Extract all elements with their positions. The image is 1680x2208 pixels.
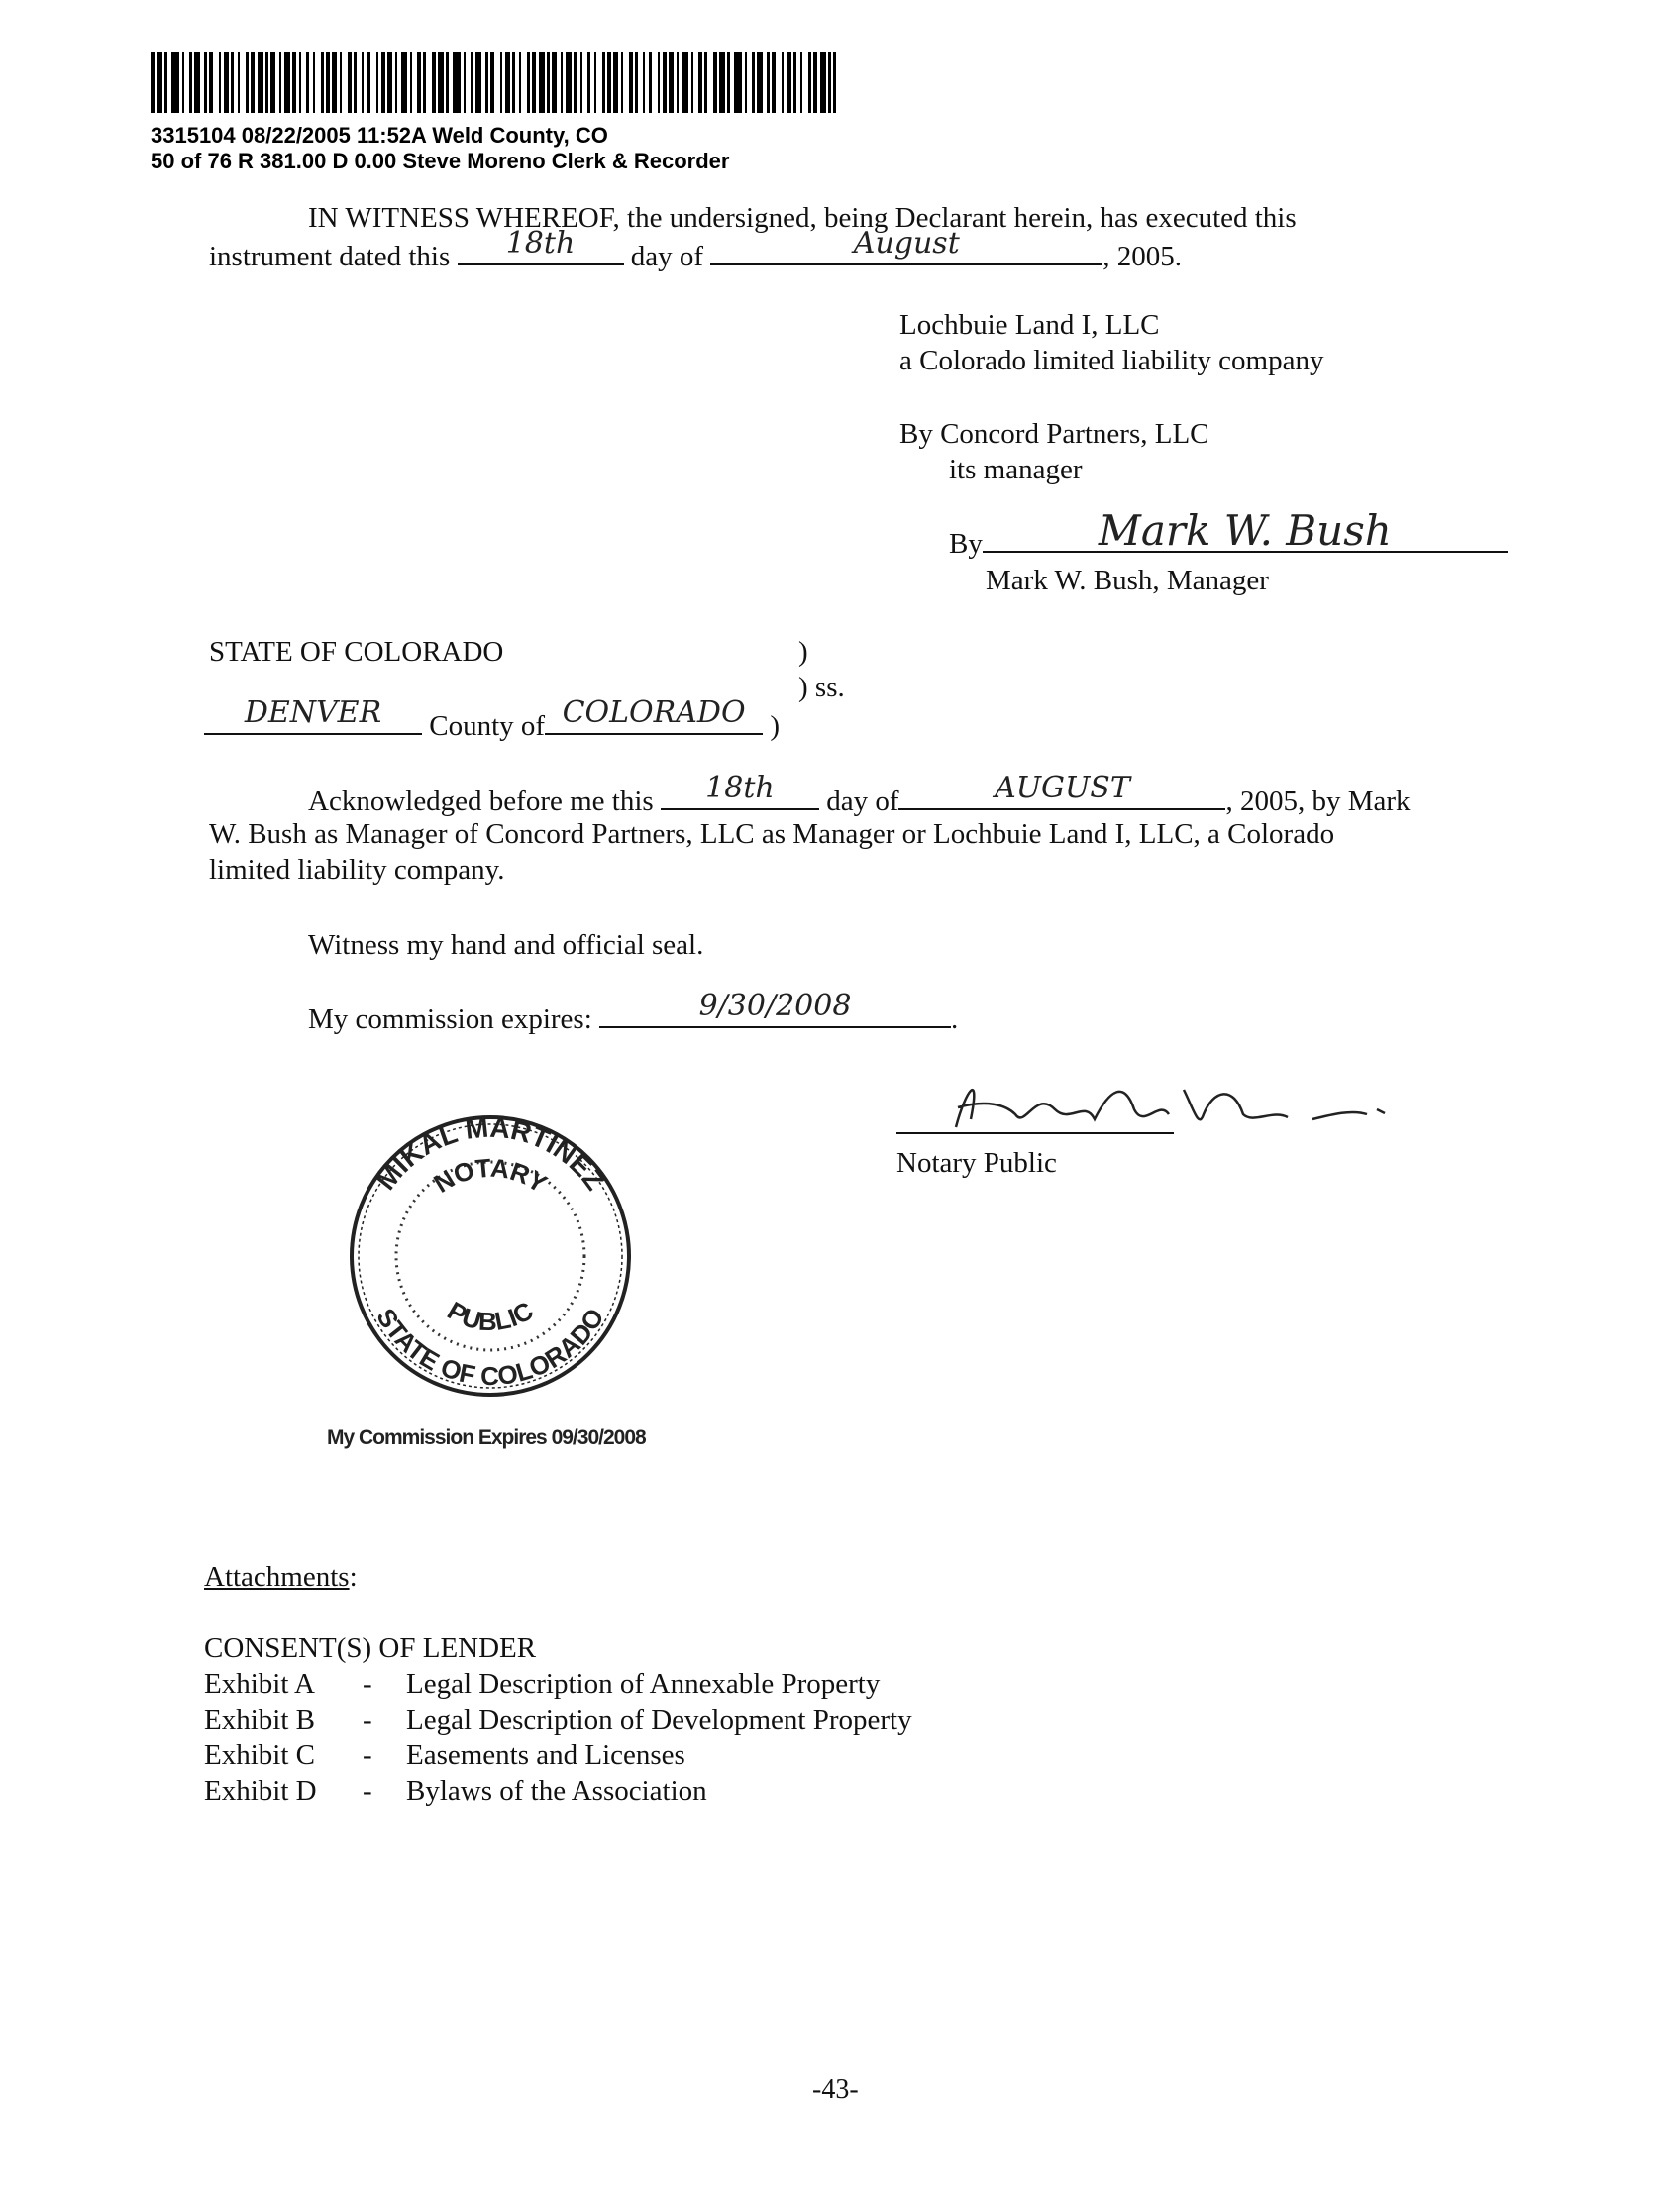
exhibit-row — [204, 1737, 685, 1773]
attachments-heading-label: Attachments — [204, 1561, 350, 1593]
signature-line — [949, 506, 1508, 562]
venue-county-of: County of — [429, 710, 546, 742]
venue-state: STATE OF COLORADO — [209, 636, 504, 668]
exhibit-dash: - — [363, 1704, 372, 1735]
ack-month-handwritten: AUGUST — [995, 771, 1130, 805]
signature-handwritten: Mark W. Bush — [1098, 506, 1392, 555]
witness-clause-line-1: IN WITNESS WHEREOF, the undersigned, being Declarant herein, has executed this — [308, 202, 1297, 234]
exhibit-label: Exhibit A — [204, 1668, 315, 1700]
commission-date-handwritten: 9/30/2008 — [698, 989, 852, 1023]
venue-city-handwritten: DENVER — [244, 695, 382, 730]
witness-day-blank — [458, 226, 624, 265]
venue-county-blank — [545, 695, 763, 735]
ack-day-handwritten: 18th — [705, 771, 775, 805]
ack-prefix: Acknowledged before me this — [308, 786, 654, 817]
attachments-heading-colon: : — [349, 1561, 358, 1593]
svg-text:NOTARY — [429, 1153, 553, 1199]
venue-county-handwritten: COLORADO — [562, 695, 746, 730]
venue-paren-3: ) — [770, 710, 780, 742]
ack-line-1 — [308, 771, 1411, 819]
witness-day-of: day of — [630, 241, 704, 272]
witness-year: , 2005. — [1102, 241, 1183, 272]
page-number: -43- — [812, 2074, 859, 2105]
witness-date-prefix: instrument dated this — [209, 241, 451, 272]
ack-day-of: day of — [826, 786, 899, 817]
ack-day-blank — [661, 771, 819, 810]
commission-line — [308, 989, 959, 1037]
signature-blank — [983, 506, 1508, 555]
seal-state: STATE OF COLORADO — [370, 1303, 610, 1392]
commission-label: My commission expires: — [308, 1003, 592, 1035]
company-description: a Colorado limited liability company — [899, 345, 1324, 376]
ack-month-blank — [898, 771, 1225, 810]
seal-commission-expires: My Commission Expires 09/30/2008 — [327, 1426, 646, 1449]
notary-public-label: Notary Public — [896, 1147, 1057, 1179]
signer-name-title: Mark W. Bush, Manager — [986, 565, 1269, 596]
exhibit-description: Legal Description of Annexable Property — [406, 1668, 881, 1700]
witness-day-handwritten: 18th — [505, 226, 576, 261]
recording-barcode — [151, 52, 836, 113]
exhibit-row — [204, 1702, 912, 1737]
consent-of-lender: CONSENT(S) OF LENDER — [204, 1632, 537, 1664]
exhibit-description: Bylaws of the Association — [406, 1775, 707, 1807]
exhibit-dash: - — [363, 1739, 372, 1771]
exhibit-label: Exhibit C — [204, 1739, 315, 1771]
company-name: Lochbuie Land I, LLC — [899, 309, 1160, 341]
witness-clause-line-2 — [209, 226, 1183, 274]
venue-paren-ss: ) ss. — [798, 672, 845, 703]
ack-suffix: , 2005, by Mark — [1225, 786, 1411, 817]
exhibit-dash: - — [363, 1775, 372, 1807]
recording-info-line-2: 50 of 76 R 381.00 D 0.00 Steve Moreno Clerk & Recorder — [151, 149, 730, 173]
venue-city-blank — [204, 695, 422, 735]
by-label: By — [949, 528, 983, 560]
exhibit-label: Exhibit D — [204, 1775, 317, 1807]
commission-blank — [599, 989, 951, 1028]
recording-info-line-1: 3315104 08/22/2005 11:52A Weld County, CO — [151, 123, 608, 148]
attachments-heading — [204, 1559, 358, 1595]
exhibit-label: Exhibit B — [204, 1704, 315, 1735]
notary-seal — [327, 1107, 654, 1405]
by-partner: By Concord Partners, LLC — [899, 418, 1209, 450]
witness-month-handwritten: August — [853, 226, 960, 261]
seal-public: PUBLIC — [442, 1295, 539, 1337]
notary-signature — [896, 1060, 1421, 1139]
commission-period: . — [951, 1003, 959, 1035]
seal-notary: NOTARY — [428, 1152, 553, 1199]
witness-month-blank — [710, 226, 1102, 265]
exhibit-description: Legal Description of Development Property — [406, 1704, 912, 1735]
exhibit-row — [204, 1666, 880, 1702]
exhibit-dash: - — [363, 1668, 372, 1700]
seal-name: MIKAL MARTINEZ — [369, 1111, 611, 1196]
exhibit-description: Easements and Licenses — [406, 1739, 685, 1771]
ack-line-3: limited liability company. — [209, 854, 505, 886]
exhibit-row — [204, 1773, 707, 1809]
venue-paren-1: ) — [798, 636, 808, 668]
svg-text:MIKAL MARTINEZ — [370, 1112, 611, 1196]
svg-text:PUBLIC — [443, 1295, 539, 1336]
ack-line-2: W. Bush as Manager of Concord Partners, LLC as Manager or Lochbuie Land I, LLC, a Colorado — [209, 818, 1335, 850]
witness-hand-seal: Witness my hand and official seal. — [308, 929, 704, 961]
partner-role: its manager — [949, 454, 1083, 485]
venue-county-line — [204, 695, 780, 744]
